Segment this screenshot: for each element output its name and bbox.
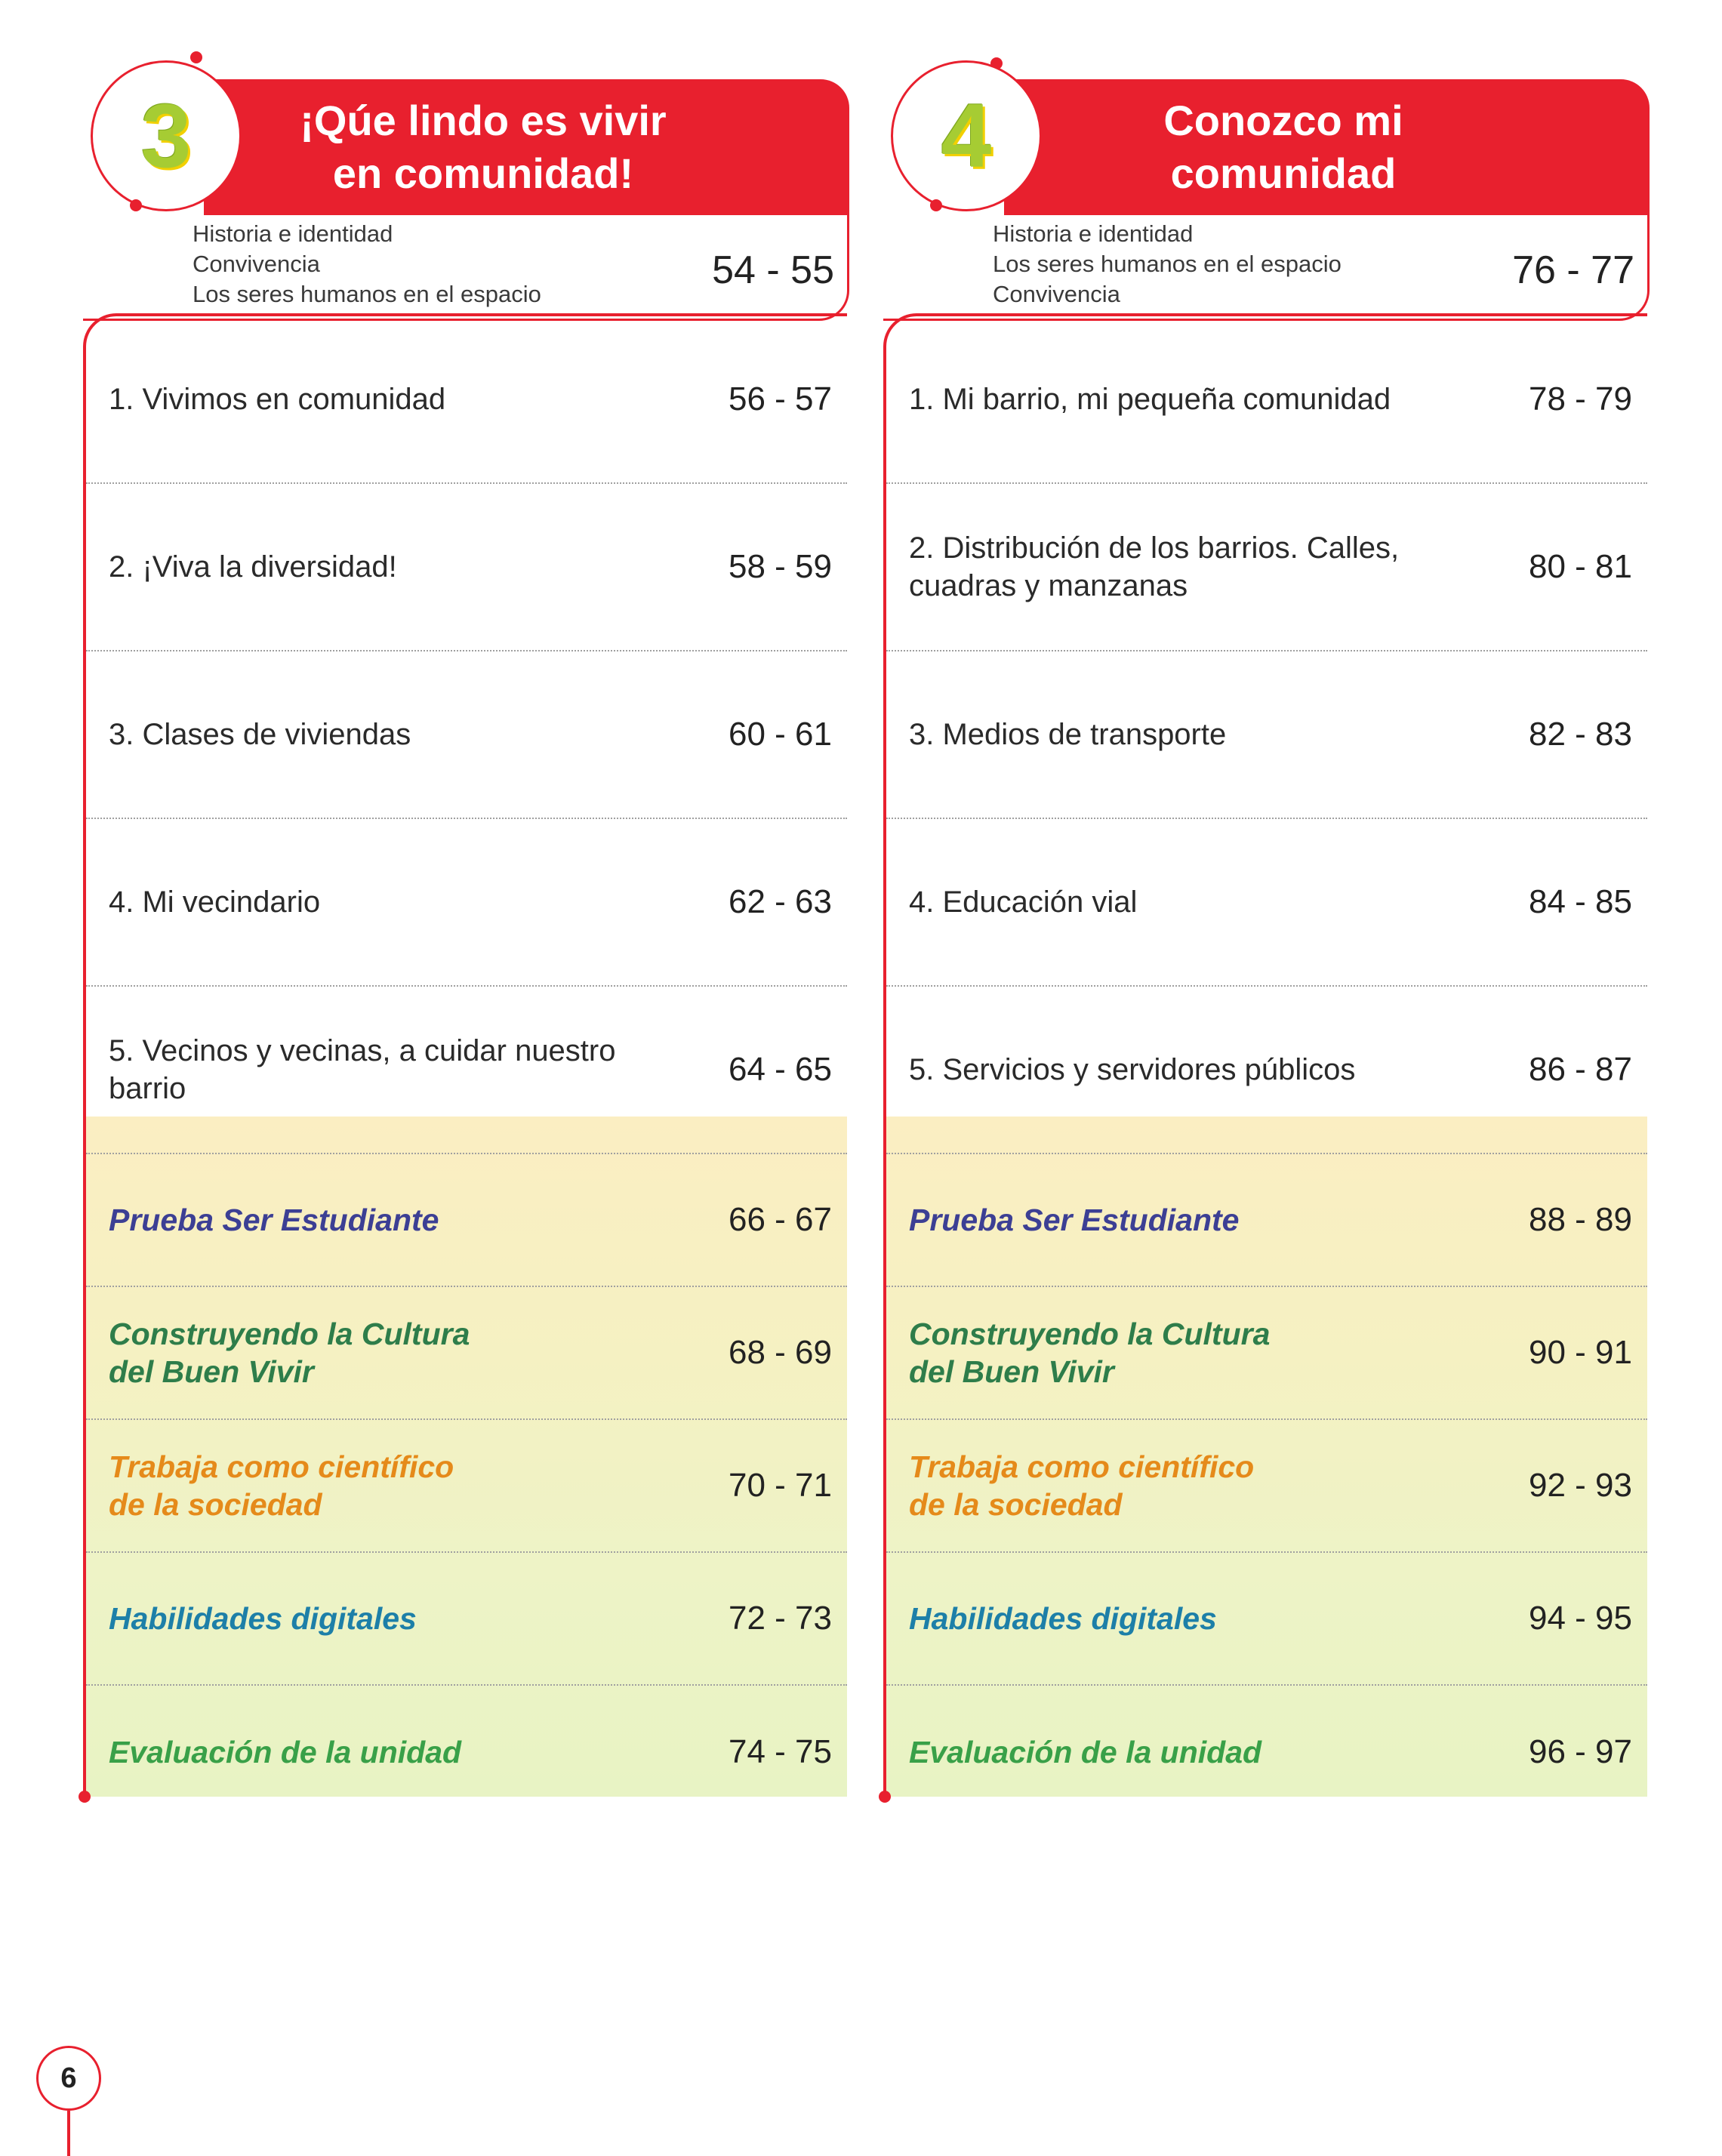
section-title: Evaluación de la unidad [109,1735,462,1769]
subject-label: Los seres humanos en el espacio [193,281,541,307]
unit-4-number-badge [891,60,1042,211]
toc-row[interactable] [86,484,847,651]
toc-row-cientifico[interactable] [86,1420,847,1553]
unit-3-number-badge [91,60,242,211]
unit-3-intro-pages: 54 - 55 [712,248,834,292]
toc-row-buen-vivir[interactable] [886,1287,1647,1420]
subject-label: Los seres humanos en el espacio [993,251,1342,277]
section-pages: 72 - 73 [729,1600,832,1637]
unit-4-intro-pages: 76 - 77 [1512,248,1634,292]
section-title: Prueba Ser Estudiante [909,1203,1240,1237]
lesson-title: 3. Medios de transporte [909,718,1227,751]
lesson-pages: 64 - 65 [729,1051,832,1088]
toc-row[interactable] [86,316,847,484]
unit-3-number: 3 [140,85,192,186]
unit-3-column [83,45,872,1804]
toc-row-digitales[interactable] [86,1553,847,1686]
toc-row-prueba[interactable] [86,1154,847,1287]
section-title: Evaluación de la unidad [909,1735,1262,1769]
subject-label: Historia e identidad [193,220,393,247]
decorative-dot [79,1791,91,1803]
section-pages: 74 - 75 [729,1733,832,1770]
lesson-title: 1. Vivimos en comunidad [109,383,446,416]
lesson-pages: 60 - 61 [729,716,832,753]
toc-row[interactable] [86,651,847,819]
toc-row-buen-vivir[interactable] [86,1287,847,1420]
lesson-pages: 80 - 81 [1529,548,1632,585]
section-title: Habilidades digitales [909,1601,1217,1636]
toc-row[interactable] [886,651,1647,819]
section-title: Trabaja como científico de la sociedad [109,1449,454,1522]
section-title: Prueba Ser Estudiante [109,1203,439,1237]
decorative-dot [130,199,142,211]
lesson-title: 2. Distribución de los barrios. Calles, cuadras y manzanas [909,531,1400,602]
lesson-title: 1. Mi barrio, mi pequeña comunidad [909,383,1391,416]
unit-3-subjects [193,219,541,310]
section-pages: 70 - 71 [729,1467,832,1504]
subject-label: Historia e identidad [993,220,1194,247]
toc-row-prueba[interactable] [886,1154,1647,1287]
lesson-pages: 78 - 79 [1529,380,1632,417]
toc-row-cientifico[interactable] [886,1420,1647,1553]
unit-4-contents [883,313,1647,1797]
lesson-pages: 62 - 63 [729,883,832,920]
lesson-title: 5. Vecinos y vecinas, a cuidar nuestro barrio [109,1034,616,1105]
toc-row-digitales[interactable] [886,1553,1647,1686]
section-pages: 66 - 67 [729,1201,832,1238]
lesson-pages: 82 - 83 [1529,716,1632,753]
unit-4-column [883,45,1672,1804]
page-number-line [67,2111,70,2156]
lesson-pages: 56 - 57 [729,380,832,417]
toc-row[interactable] [886,484,1647,651]
decorative-dot [930,199,942,211]
toc-row[interactable] [86,819,847,987]
section-pages: 96 - 97 [1529,1733,1632,1770]
section-pages: 92 - 93 [1529,1467,1632,1504]
section-title: Habilidades digitales [109,1601,417,1636]
section-pages: 68 - 69 [729,1334,832,1371]
section-pages: 94 - 95 [1529,1600,1632,1637]
section-title: Trabaja como científico de la sociedad [909,1449,1255,1522]
page-number: 6 [36,2046,101,2111]
lesson-title: 2. ¡Viva la diversidad! [109,550,397,584]
unit-4-title: Conozco mi comunidad [1163,97,1403,197]
section-title: Construyendo la Cultura del Buen Vivir [109,1317,470,1389]
section-title: Construyendo la Cultura del Buen Vivir [909,1317,1271,1389]
lesson-title: 4. Educación vial [909,886,1138,919]
decorative-dot [190,51,202,63]
unit-4-number: 4 [941,85,992,186]
lesson-title: 4. Mi vecindario [109,886,321,919]
lesson-title: 3. Clases de viviendas [109,718,411,751]
toc-row-evaluacion[interactable] [886,1686,1647,1797]
toc-row[interactable] [886,819,1647,987]
toc-row[interactable] [86,987,847,1154]
lesson-pages: 84 - 85 [1529,883,1632,920]
section-pages: 90 - 91 [1529,1334,1632,1371]
lesson-pages: 86 - 87 [1529,1051,1632,1088]
toc-row[interactable] [886,316,1647,484]
subject-label: Convivencia [193,251,320,277]
unit-4-subjects [993,219,1342,310]
unit-3-title: ¡Qúe lindo es vivir en comunidad! [300,97,667,197]
subject-label: Convivencia [993,281,1120,307]
toc-row-evaluacion[interactable] [86,1686,847,1797]
section-pages: 88 - 89 [1529,1201,1632,1238]
lesson-title: 5. Servicios y servidores públicos [909,1053,1356,1086]
decorative-dot [879,1791,891,1803]
unit-3-contents [83,313,847,1797]
lesson-pages: 58 - 59 [729,548,832,585]
toc-row[interactable] [886,987,1647,1154]
